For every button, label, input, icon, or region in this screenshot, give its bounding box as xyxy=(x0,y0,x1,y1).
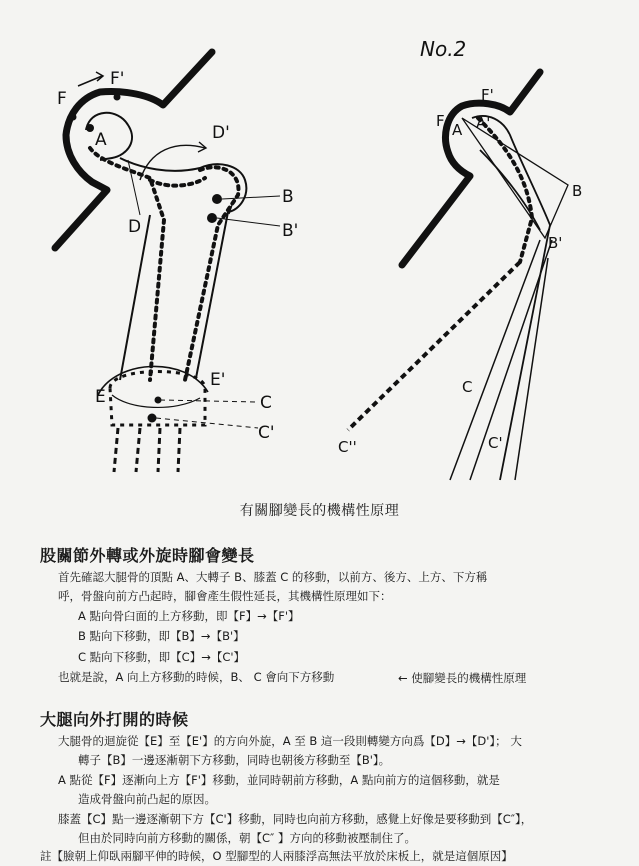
label-f: F xyxy=(57,89,67,109)
label2-a: A xyxy=(452,121,463,139)
label-f-prime: F' xyxy=(110,69,125,89)
section2-line1: 大腿骨的迴旋從【E】至【E'】的方向外旋，A 至 B 這一段則轉變方向爲【D】→【D'】； 大 xyxy=(58,734,522,748)
label-e: E xyxy=(95,387,106,407)
section1-item-a: A 點向骨臼面的上方移動，即【F】→【F'】 xyxy=(78,609,300,623)
label2-b: B xyxy=(572,182,583,200)
section1-item-b: B 點向下移動，即【B】→【B'】 xyxy=(78,629,245,643)
section2-line5: 膝蓋【C】點一邊逐漸朝下方【C'】移動，同時也向前方移動，感覺上好像是要移動到【C″】， xyxy=(58,812,533,826)
section2-heading: 大腿向外打開的時候 xyxy=(40,710,189,729)
section2-line2: 轉子【B】一邊逐漸朝下方移動，同時也朝後方移動至【B'】。 xyxy=(78,753,391,767)
femur-dashed-to-c-dprime xyxy=(348,262,520,430)
figure-caption: 有關腳變長的機構性原理 xyxy=(239,503,400,519)
section2-line6: 但由於同時向前方移動的關係，朝【C″ 】方向的移動被壓制住了。 xyxy=(78,831,416,845)
label-d: D xyxy=(128,217,142,237)
label2-c-dprime: C'' xyxy=(338,438,357,456)
label2-b-prime: B' xyxy=(548,234,563,252)
section1-summary: 也就是說，A 向上方移動的時候，B、 C 會向下方移動 xyxy=(58,670,335,684)
section1-line2: 呼，骨盤向前方凸起時，腳會產生假性延長，其機構性原理如下： xyxy=(58,589,392,603)
hip-socket-outline-2 xyxy=(402,72,540,265)
section2-note: 註【臉朝上仰臥兩腳平伸的時候，O 型腳型的人兩膝浮高無法平放於床板上，就是這個原因】 xyxy=(40,849,513,863)
section1-item-c: C 點向下移動，即【C】→【C'】 xyxy=(78,650,246,664)
label2-f-prime: F' xyxy=(481,86,494,104)
label-c-prime: C' xyxy=(258,423,275,443)
section1-summary-note: ← 使腳變長的機構性原理 xyxy=(398,671,527,685)
section2-line3: A 點從【F】逐漸向上方【F'】移動，並同時朝前方移動，A 點向前方的這個移動，就是 xyxy=(58,773,500,787)
label2-a-prime: A' xyxy=(476,114,491,132)
label-b: B xyxy=(282,187,294,207)
section2-line4: 造成骨盤向前凸起的原因。 xyxy=(78,792,216,806)
label-a: A xyxy=(95,130,107,150)
triangle-a-b xyxy=(462,118,568,238)
label-e-prime: E' xyxy=(210,370,226,390)
femur-dotted-2 xyxy=(478,118,532,262)
label2-f: F xyxy=(436,112,445,130)
label-b-prime: B' xyxy=(282,221,299,241)
diagram-2-title: No.2 xyxy=(420,37,467,61)
label2-c: C xyxy=(462,378,473,396)
label-c: C xyxy=(260,393,272,413)
label2-c-prime: C' xyxy=(488,434,503,452)
section1-heading: 股關節外轉或外旋時腳會變長 xyxy=(40,546,255,565)
label-d-prime: D' xyxy=(212,123,230,143)
section1-line1: 首先確認大腿骨的頂點 A、大轉子 B、膝蓋 C 的移動，以前方、後方、上方、下方稱 xyxy=(58,570,488,584)
